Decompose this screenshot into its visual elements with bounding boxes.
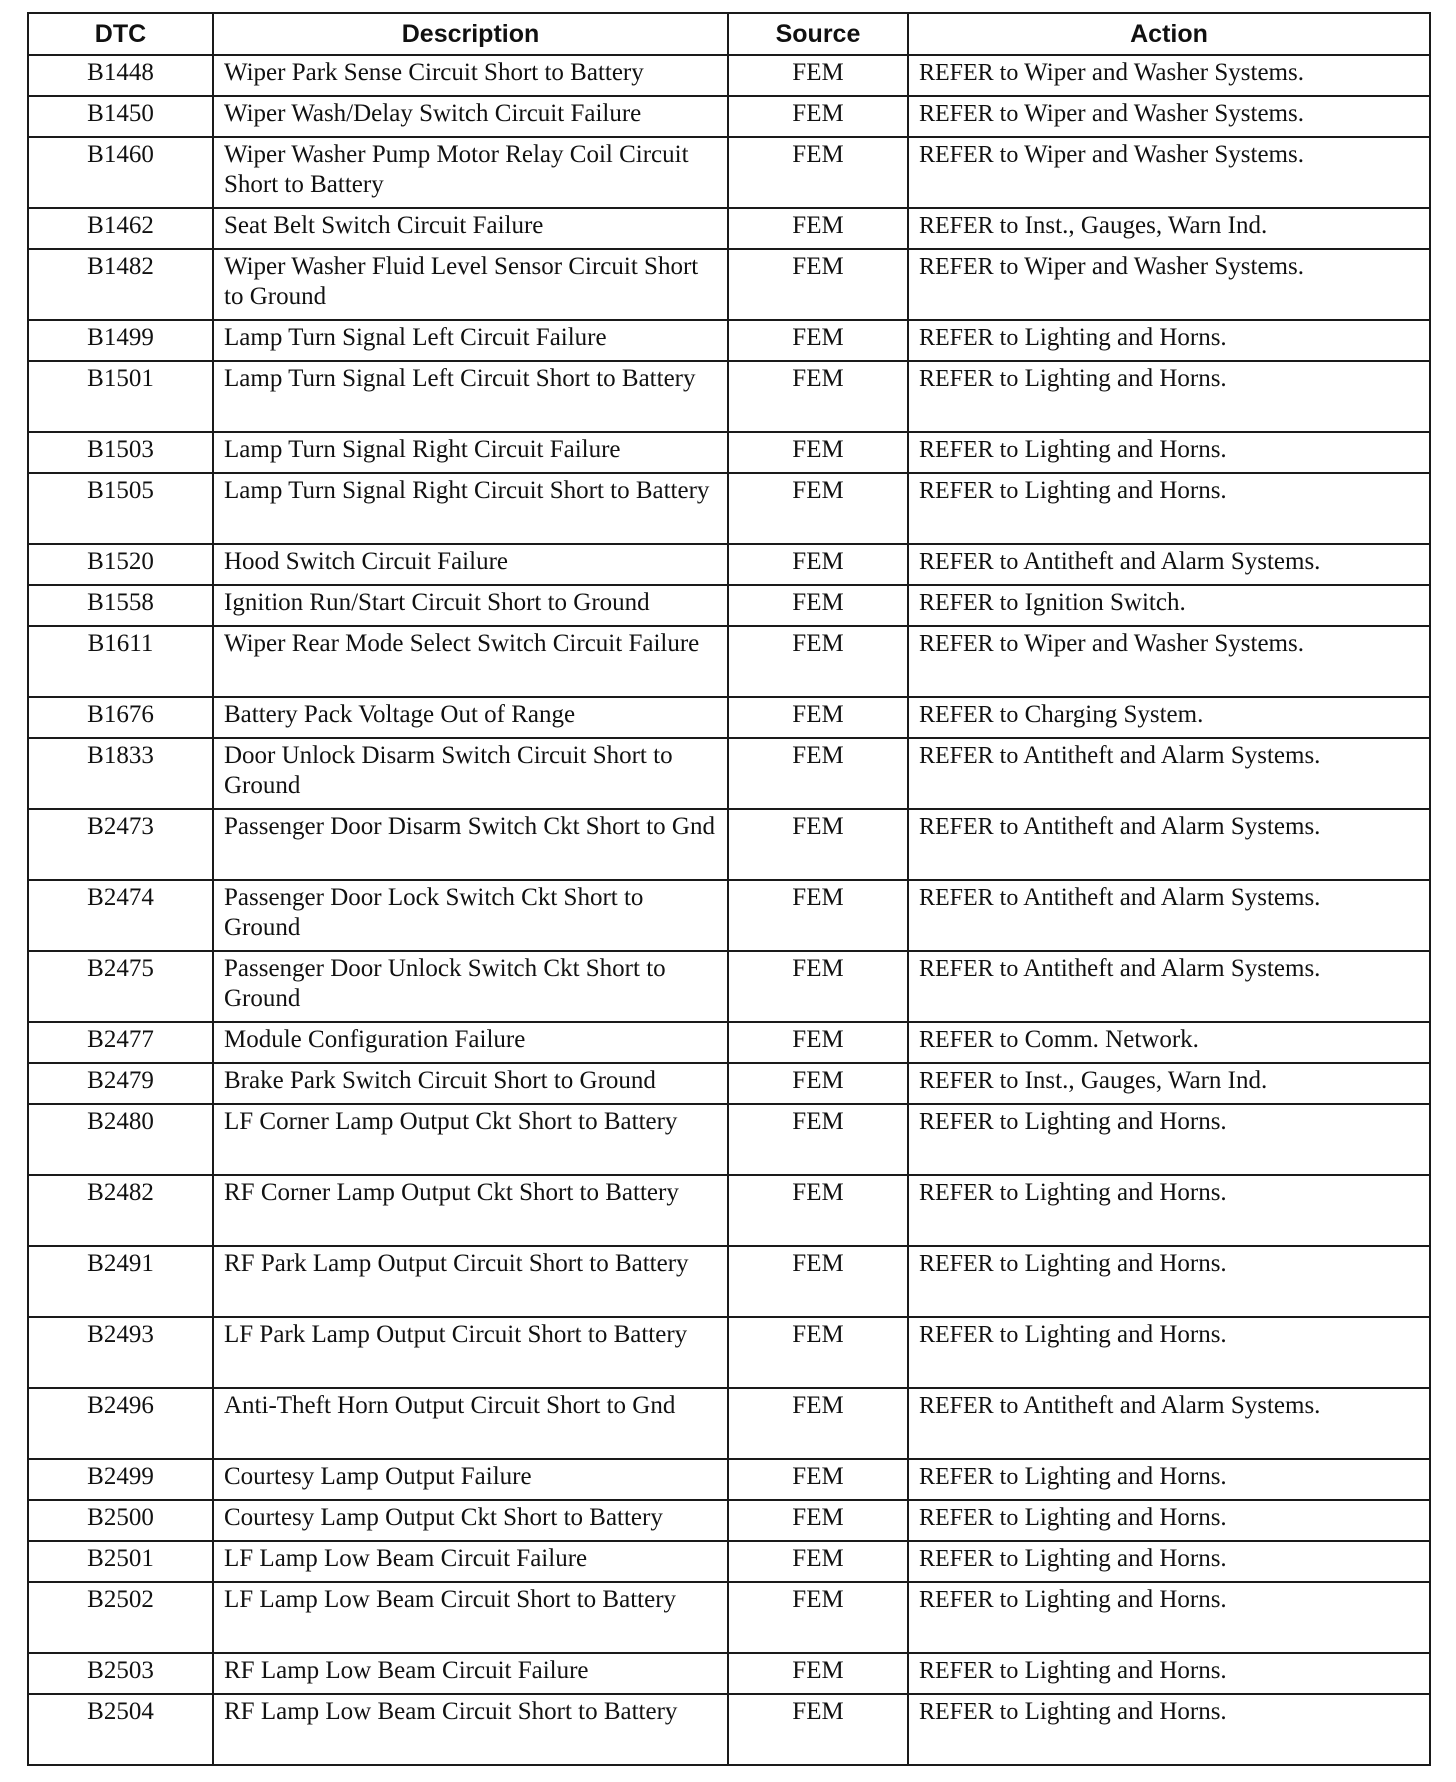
table-row [28,1653,1430,1694]
table-row [28,320,1430,361]
dtc-code-cell: B1501 [28,361,213,432]
refer-target: Lighting and Horns. [1024,365,1227,392]
refer-target: Lighting and Horns. [1024,324,1227,351]
dtc-code-cell: B1450 [28,96,213,137]
refer-label: REFER to [919,213,1019,239]
source-cell: FEM [728,951,908,1022]
source-cell: FEM [728,1175,908,1246]
source-cell: FEM [728,137,908,208]
description-cell: Hood Switch Circuit Failure [213,544,728,585]
source-cell: FEM [728,55,908,96]
source-cell: FEM [728,697,908,738]
dtc-code-cell: B1460 [28,137,213,208]
table-row [28,544,1430,585]
dtc-code-cell: B1482 [28,249,213,320]
description-cell: Seat Belt Switch Circuit Failure [213,208,728,249]
source-cell: FEM [728,626,908,697]
action-cell [908,96,1430,137]
refer-label: REFER to [919,254,1019,280]
description-cell: RF Park Lamp Output Circuit Short to Battery [213,1246,728,1317]
dtc-code-cell: B2502 [28,1582,213,1653]
refer-target: Antitheft and Alarm Systems. [1023,742,1321,769]
refer-label: REFER to [919,1027,1019,1053]
header-dtc: DTC [28,13,213,55]
source-cell: FEM [728,1388,908,1459]
refer-label: REFER to [919,702,1019,728]
dtc-code-cell: B2493 [28,1317,213,1388]
dtc-code-cell: B1833 [28,738,213,809]
table-row [28,137,1430,208]
description-cell: RF Lamp Low Beam Circuit Short to Battery [213,1694,728,1765]
refer-target: Lighting and Horns. [1024,1321,1227,1348]
action-cell [908,880,1430,951]
table-row [28,249,1430,320]
refer-target: Ignition Switch. [1024,589,1186,616]
dtc-code-cell: B2473 [28,809,213,880]
description-cell: Passenger Door Lock Switch Ckt Short to Ground [213,880,728,951]
description-cell: Brake Park Switch Circuit Short to Ground [213,1063,728,1104]
refer-label: REFER to [919,478,1019,504]
description-cell: Wiper Park Sense Circuit Short to Battery [213,55,728,96]
dtc-code-cell: B2475 [28,951,213,1022]
action-cell [908,738,1430,809]
table-row [28,880,1430,951]
source-cell: FEM [728,1582,908,1653]
dtc-table [27,12,1431,1766]
refer-label: REFER to [919,1322,1019,1348]
refer-target: Antitheft and Alarm Systems. [1023,813,1321,840]
dtc-code-cell: B2504 [28,1694,213,1765]
refer-target: Lighting and Horns. [1024,1504,1227,1531]
table-row [28,1582,1430,1653]
source-cell: FEM [728,738,908,809]
source-cell: FEM [728,361,908,432]
dtc-code-cell: B1499 [28,320,213,361]
refer-label: REFER to [919,60,1019,86]
table-row [28,1022,1430,1063]
refer-target: Antitheft and Alarm Systems. [1023,955,1321,982]
dtc-code-cell: B1462 [28,208,213,249]
source-cell: FEM [728,1246,908,1317]
source-cell: FEM [728,249,908,320]
dtc-code-cell: B2503 [28,1653,213,1694]
dtc-code-cell: B2501 [28,1541,213,1582]
refer-label: REFER to [919,956,1019,982]
source-cell: FEM [728,1653,908,1694]
description-cell: Passenger Door Unlock Switch Ckt Short to Ground [213,951,728,1022]
refer-label: REFER to [919,743,1019,769]
description-cell: Courtesy Lamp Output Failure [213,1459,728,1500]
description-cell: Lamp Turn Signal Left Circuit Failure [213,320,728,361]
source-cell: FEM [728,1317,908,1388]
table-row [28,1694,1430,1765]
description-cell: RF Lamp Low Beam Circuit Failure [213,1653,728,1694]
action-cell [908,1063,1430,1104]
action-cell [908,1459,1430,1500]
table-row [28,432,1430,473]
refer-target: Lighting and Horns. [1024,477,1227,504]
refer-target: Antitheft and Alarm Systems. [1023,548,1321,575]
description-cell: Lamp Turn Signal Right Circuit Short to Battery [213,473,728,544]
action-cell [908,1104,1430,1175]
action-cell [908,951,1430,1022]
action-cell [908,1246,1430,1317]
dtc-code-cell: B2482 [28,1175,213,1246]
action-cell [908,320,1430,361]
dtc-code-cell: B2474 [28,880,213,951]
refer-target: Lighting and Horns. [1024,1657,1227,1684]
table-row [28,951,1430,1022]
refer-label: REFER to [919,1546,1019,1572]
source-cell: FEM [728,585,908,626]
table-row [28,361,1430,432]
source-cell: FEM [728,432,908,473]
table-row [28,208,1430,249]
action-cell [908,137,1430,208]
refer-target: Wiper and Washer Systems. [1024,59,1304,86]
dtc-code-cell: B1503 [28,432,213,473]
dtc-code-cell: B1611 [28,626,213,697]
description-cell: Wiper Rear Mode Select Switch Circuit Failure [213,626,728,697]
refer-label: REFER to [919,142,1019,168]
source-cell: FEM [728,208,908,249]
description-cell: Wiper Wash/Delay Switch Circuit Failure [213,96,728,137]
header-description: Description [213,13,728,55]
refer-label: REFER to [919,437,1019,463]
dtc-code-cell: B2479 [28,1063,213,1104]
source-cell: FEM [728,544,908,585]
source-cell: FEM [728,473,908,544]
dtc-code-cell: B1520 [28,544,213,585]
description-cell: Ignition Run/Start Circuit Short to Ground [213,585,728,626]
action-cell [908,432,1430,473]
action-cell [908,544,1430,585]
refer-target: Antitheft and Alarm Systems. [1023,1392,1321,1419]
source-cell: FEM [728,880,908,951]
refer-label: REFER to [919,1180,1019,1206]
refer-target: Lighting and Horns. [1024,1179,1227,1206]
table-row [28,626,1430,697]
table-row [28,585,1430,626]
description-cell: LF Corner Lamp Output Ckt Short to Battery [213,1104,728,1175]
description-cell: LF Lamp Low Beam Circuit Failure [213,1541,728,1582]
action-cell [908,1175,1430,1246]
refer-label: REFER to [919,366,1019,392]
source-cell: FEM [728,1459,908,1500]
refer-target: Lighting and Horns. [1024,1698,1227,1725]
refer-target: Inst., Gauges, Warn Ind. [1024,1067,1268,1094]
refer-target: Charging System. [1024,701,1204,728]
refer-label: REFER to [919,325,1019,351]
action-cell [908,249,1430,320]
refer-target: Lighting and Horns. [1024,1250,1227,1277]
source-cell: FEM [728,96,908,137]
refer-label: REFER to [919,1068,1019,1094]
action-cell [908,361,1430,432]
action-cell [908,1694,1430,1765]
refer-label: REFER to [919,101,1019,127]
action-cell [908,626,1430,697]
table-row [28,738,1430,809]
table-row [28,96,1430,137]
table-header [28,13,1430,55]
dtc-code-cell: B2496 [28,1388,213,1459]
description-cell: Courtesy Lamp Output Ckt Short to Battery [213,1500,728,1541]
table-row [28,1246,1430,1317]
action-cell [908,1317,1430,1388]
description-cell: Lamp Turn Signal Left Circuit Short to Battery [213,361,728,432]
action-cell [908,1022,1430,1063]
refer-label: REFER to [919,1587,1019,1613]
table-row [28,1175,1430,1246]
dtc-code-cell: B2480 [28,1104,213,1175]
refer-label: REFER to [919,1464,1019,1490]
source-cell: FEM [728,1104,908,1175]
action-cell [908,1388,1430,1459]
refer-target: Lighting and Horns. [1024,1108,1227,1135]
dtc-code-cell: B2491 [28,1246,213,1317]
dtc-code-cell: B1505 [28,473,213,544]
action-cell [908,585,1430,626]
refer-label: REFER to [919,814,1019,840]
header-action: Action [908,13,1430,55]
table-row [28,1063,1430,1104]
description-cell: Anti-Theft Horn Output Circuit Short to Gnd [213,1388,728,1459]
source-cell: FEM [728,320,908,361]
action-cell [908,1500,1430,1541]
refer-target: Wiper and Washer Systems. [1024,141,1304,168]
refer-label: REFER to [919,1699,1019,1725]
table-row [28,473,1430,544]
table-row [28,1541,1430,1582]
header-source: Source [728,13,908,55]
dtc-code-cell: B1448 [28,55,213,96]
table-row [28,1317,1430,1388]
description-cell: Wiper Washer Pump Motor Relay Coil Circuit Short to Battery [213,137,728,208]
description-cell: RF Corner Lamp Output Ckt Short to Battery [213,1175,728,1246]
action-cell [908,55,1430,96]
refer-label: REFER to [919,631,1019,657]
table-row [28,1459,1430,1500]
dtc-code-cell: B1558 [28,585,213,626]
refer-label: REFER to [919,1505,1019,1531]
table-row [28,1500,1430,1541]
action-cell [908,473,1430,544]
source-cell: FEM [728,1500,908,1541]
dtc-code-cell: B2500 [28,1500,213,1541]
refer-label: REFER to [919,1658,1019,1684]
source-cell: FEM [728,1022,908,1063]
description-cell: Battery Pack Voltage Out of Range [213,697,728,738]
refer-target: Lighting and Horns. [1024,1463,1227,1490]
dtc-code-cell: B1676 [28,697,213,738]
source-cell: FEM [728,809,908,880]
description-cell: Wiper Washer Fluid Level Sensor Circuit Short to Ground [213,249,728,320]
action-cell [908,1541,1430,1582]
source-cell: FEM [728,1694,908,1765]
refer-label: REFER to [919,590,1019,616]
table-row [28,1104,1430,1175]
source-cell: FEM [728,1541,908,1582]
refer-label: REFER to [919,1251,1019,1277]
table-row [28,809,1430,880]
refer-label: REFER to [919,549,1019,575]
description-cell: Passenger Door Disarm Switch Ckt Short to Gnd [213,809,728,880]
table-body [28,55,1430,1765]
table-row [28,55,1430,96]
action-cell [908,697,1430,738]
refer-target: Lighting and Horns. [1024,1545,1227,1572]
refer-label: REFER to [919,1393,1019,1419]
action-cell [908,809,1430,880]
refer-target: Lighting and Horns. [1024,1586,1227,1613]
table-row [28,697,1430,738]
refer-target: Wiper and Washer Systems. [1024,100,1304,127]
refer-target: Lighting and Horns. [1024,436,1227,463]
refer-target: Wiper and Washer Systems. [1024,630,1304,657]
description-cell: Lamp Turn Signal Right Circuit Failure [213,432,728,473]
refer-target: Antitheft and Alarm Systems. [1023,884,1321,911]
refer-target: Wiper and Washer Systems. [1024,253,1304,280]
description-cell: Door Unlock Disarm Switch Circuit Short to Ground [213,738,728,809]
action-cell [908,208,1430,249]
description-cell: LF Park Lamp Output Circuit Short to Battery [213,1317,728,1388]
refer-target: Inst., Gauges, Warn Ind. [1024,212,1268,239]
table-row [28,1388,1430,1459]
source-cell: FEM [728,1063,908,1104]
refer-target: Comm. Network. [1024,1026,1199,1053]
description-cell: Module Configuration Failure [213,1022,728,1063]
refer-label: REFER to [919,885,1019,911]
description-cell: LF Lamp Low Beam Circuit Short to Battery [213,1582,728,1653]
action-cell [908,1653,1430,1694]
dtc-code-cell: B2477 [28,1022,213,1063]
refer-label: REFER to [919,1109,1019,1135]
action-cell [908,1582,1430,1653]
header-row [28,13,1430,55]
dtc-code-cell: B2499 [28,1459,213,1500]
